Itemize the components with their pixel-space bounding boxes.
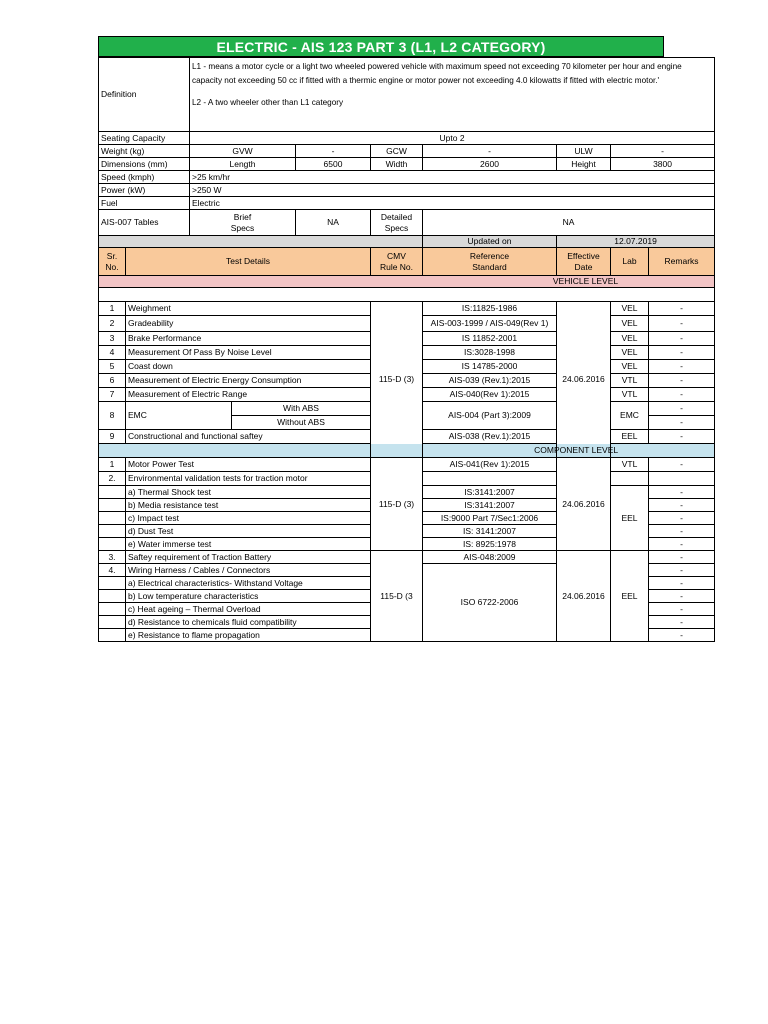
row-remarks: - xyxy=(649,458,715,472)
row-test: Measurement of Electric Range xyxy=(126,388,371,402)
detailed-label-line-1: Detailed xyxy=(380,211,413,222)
row-lab: VEL xyxy=(611,316,649,332)
row-sr xyxy=(99,577,126,590)
row-test: e) Water immerse test xyxy=(126,538,371,551)
gvw-value: - xyxy=(296,145,371,158)
row-lab: VEL xyxy=(611,346,649,360)
row-ref: IS 11852-2001 xyxy=(423,332,557,346)
definition-text xyxy=(190,58,715,132)
row-sr xyxy=(99,629,126,642)
row-remarks: - xyxy=(649,499,715,512)
row-test: Environmental validation tests for traction motor xyxy=(126,472,371,486)
row-remarks: - xyxy=(649,430,715,444)
header-test-details: Test Details xyxy=(126,248,371,276)
updated-value: 12.07.2019 xyxy=(557,236,715,248)
row-sr xyxy=(99,603,126,616)
height-value: 3800 xyxy=(611,158,715,171)
row-sr xyxy=(99,538,126,551)
updated-label: Updated on xyxy=(423,236,557,248)
row-sr xyxy=(99,499,126,512)
component-effective-date-b: 24.06.2016 xyxy=(557,551,611,642)
row-sr: 6 xyxy=(99,374,126,388)
row-test: Saftey requirement of Traction Battery xyxy=(126,551,371,564)
row-ref: IS: 8925:1978 xyxy=(423,538,557,551)
row-sr: 4. xyxy=(99,564,126,577)
row-lab: VTL xyxy=(611,388,649,402)
row-ref: AIS-039 (Rev.1):2015 xyxy=(423,374,557,388)
row-remarks: - xyxy=(649,629,715,642)
header-effective xyxy=(557,248,611,276)
row-ref: AIS-048:2009 xyxy=(423,551,557,564)
ulw-label: ULW xyxy=(557,145,611,158)
definition-l2: L2 - A two wheeler other than L1 category xyxy=(192,98,344,107)
header-lab: Lab xyxy=(611,248,649,276)
detailed-label-line-2: Specs xyxy=(384,222,409,233)
wiring-lab: EEL xyxy=(611,551,649,642)
vehicle-effective-date: 24.06.2016 xyxy=(557,302,611,458)
ulw-value: - xyxy=(611,145,715,158)
row-ref: IS:11825-1986 xyxy=(423,302,557,316)
row-remarks: - xyxy=(649,416,715,430)
row-test: d) Resistance to chemicals fluid compatibility xyxy=(126,616,371,629)
row-sr xyxy=(99,486,126,499)
row-lab: EEL xyxy=(611,430,649,444)
header-sr-line-1: Sr. xyxy=(106,250,118,261)
row-remarks: - xyxy=(649,402,715,416)
row-test: a) Electrical characteristics- Withstand Voltage xyxy=(126,577,371,590)
row-remarks: - xyxy=(649,332,715,346)
fuel-value: Electric xyxy=(190,197,715,210)
header-reference xyxy=(423,248,557,276)
ais007-label: AIS-007 Tables xyxy=(99,210,190,236)
row-sr xyxy=(99,590,126,603)
row-lab: VEL xyxy=(611,332,649,346)
row-remarks: - xyxy=(649,590,715,603)
width-value: 2600 xyxy=(423,158,557,171)
header-cmv-line-2: Rule No. xyxy=(379,261,414,272)
row-sr: 5 xyxy=(99,360,126,374)
row-test: Wiring Harness / Cables / Connectors xyxy=(126,564,371,577)
row-sr xyxy=(99,512,126,525)
brief-label-line-2: Specs xyxy=(230,222,255,233)
wiring-ref: ISO 6722-2006 xyxy=(423,564,557,642)
row-ref: IS:3141:2007 xyxy=(423,486,557,499)
row-test: Coast down xyxy=(126,360,371,374)
row-test: Motor Power Test xyxy=(126,458,371,472)
row-remarks: - xyxy=(649,538,715,551)
gcw-value: - xyxy=(423,145,557,158)
header-ref-line-2: Standard xyxy=(472,261,507,272)
row-lab: VTL xyxy=(611,374,649,388)
detailed-specs-value: NA xyxy=(423,210,715,236)
header-eff-line-1: Effective xyxy=(567,250,600,261)
row-test: Measurement of Electric Energy Consumption xyxy=(126,374,371,388)
seating-label: Seating Capacity xyxy=(99,132,190,145)
table-row xyxy=(99,551,715,564)
speed-label: Speed (kmph) xyxy=(99,171,190,184)
row-remarks: - xyxy=(649,374,715,388)
row-test: a) Thermal Shock test xyxy=(126,486,371,499)
row-ref: AIS-038 (Rev.1):2015 xyxy=(423,430,557,444)
row-test: Gradeability xyxy=(126,316,371,332)
row-sr: 2 xyxy=(99,316,126,332)
emc-with-abs: With ABS xyxy=(232,402,371,416)
speed-value: >25 km/hr xyxy=(190,171,715,184)
row-test: Constructional and functional saftey xyxy=(126,430,371,444)
row-lab: EMC xyxy=(611,402,649,430)
length-value: 6500 xyxy=(296,158,371,171)
row-sr: 3. xyxy=(99,551,126,564)
definition-label: Definition xyxy=(99,58,190,132)
detailed-specs-label xyxy=(371,210,423,236)
row-test: b) Media resistance test xyxy=(126,499,371,512)
header-ref-line-1: Reference xyxy=(469,250,510,261)
brief-specs-value: NA xyxy=(296,210,371,236)
row-remarks: - xyxy=(649,551,715,564)
component-level-heading: COMPONENT LEVEL xyxy=(99,444,715,458)
row-test: d) Dust Test xyxy=(126,525,371,538)
row-test: b) Low temperature characteristics xyxy=(126,590,371,603)
header-cmv-line-1: CMV xyxy=(387,250,406,261)
row-test: Brake Performance xyxy=(126,332,371,346)
row-ref: AIS-041(Rev 1):2015 xyxy=(423,458,557,472)
row-sr: 7 xyxy=(99,388,126,402)
row-sr: 4 xyxy=(99,346,126,360)
row-ref xyxy=(423,472,557,486)
row-test: Weighment xyxy=(126,302,371,316)
spec-table xyxy=(98,57,715,642)
row-remarks: - xyxy=(649,525,715,538)
weight-label: Weight (kg) xyxy=(99,145,190,158)
sheet-title: ELECTRIC - AIS 123 PART 3 (L1, L2 CATEGORY) xyxy=(98,36,664,57)
row-remarks: - xyxy=(649,577,715,590)
row-sr xyxy=(99,525,126,538)
row-sr: 1 xyxy=(99,458,126,472)
row-sr: 3 xyxy=(99,332,126,346)
env-lab: EEL xyxy=(611,486,649,551)
gcw-label: GCW xyxy=(371,145,423,158)
spec-sheet xyxy=(98,36,699,642)
table-row xyxy=(99,302,715,316)
row-test: c) Heat ageing – Thermal Overload xyxy=(126,603,371,616)
row-remarks: - xyxy=(649,616,715,629)
seating-value: Upto 2 xyxy=(190,132,715,145)
component-cmv-rule-b: 115-D (3 xyxy=(371,551,423,642)
width-label: Width xyxy=(371,158,423,171)
row-remarks: - xyxy=(649,346,715,360)
row-lab: VEL xyxy=(611,302,649,316)
row-remarks: - xyxy=(649,302,715,316)
row-remarks: - xyxy=(649,316,715,332)
header-sr-line-2: No. xyxy=(105,261,119,272)
row-remarks: - xyxy=(649,360,715,374)
gvw-label: GVW xyxy=(190,145,296,158)
header-eff-line-2: Date xyxy=(574,261,593,272)
row-ref: IS: 3141:2007 xyxy=(423,525,557,538)
emc-without-abs: Without ABS xyxy=(232,416,371,430)
row-sr: 1 xyxy=(99,302,126,316)
row-remarks xyxy=(649,472,715,486)
row-sr: 2. xyxy=(99,472,126,486)
row-ref: AIS-003-1999 / AIS-049(Rev 1) xyxy=(423,316,557,332)
header-remarks: Remarks xyxy=(649,248,715,276)
row-test: EMC xyxy=(126,402,232,430)
row-sr: 8 xyxy=(99,402,126,430)
row-ref: IS 14785-2000 xyxy=(423,360,557,374)
row-remarks: - xyxy=(649,564,715,577)
row-remarks: - xyxy=(649,486,715,499)
brief-specs-label xyxy=(190,210,296,236)
header-cmv xyxy=(371,248,423,276)
vehicle-level-heading: VEHICLE LEVEL xyxy=(99,276,715,288)
row-ref: IS:3028-1998 xyxy=(423,346,557,360)
row-ref: AIS-040(Rev 1):2015 xyxy=(423,388,557,402)
component-cmv-rule-a: 115-D (3) xyxy=(371,458,423,551)
dimensions-label: Dimensions (mm) xyxy=(99,158,190,171)
fuel-label: Fuel xyxy=(99,197,190,210)
header-sr xyxy=(99,248,126,276)
row-lab xyxy=(611,472,649,486)
row-remarks: - xyxy=(649,388,715,402)
row-test: c) Impact test xyxy=(126,512,371,525)
height-label: Height xyxy=(557,158,611,171)
length-label: Length xyxy=(190,158,296,171)
row-ref: IS:3141:2007 xyxy=(423,499,557,512)
row-ref: IS:9000 Part 7/Sec1:2006 xyxy=(423,512,557,525)
table-row xyxy=(99,458,715,472)
component-effective-date-a: 24.06.2016 xyxy=(557,458,611,551)
power-value: >250 W xyxy=(190,184,715,197)
row-sr: 9 xyxy=(99,430,126,444)
vehicle-level-spacer xyxy=(99,288,715,302)
row-remarks: - xyxy=(649,512,715,525)
power-label: Power (kW) xyxy=(99,184,190,197)
row-test: Measurement Of Pass By Noise Level xyxy=(126,346,371,360)
row-lab: VTL xyxy=(611,458,649,472)
row-remarks: - xyxy=(649,603,715,616)
brief-label-line-1: Brief xyxy=(233,211,252,222)
row-lab: VEL xyxy=(611,360,649,374)
updated-spacer xyxy=(99,236,423,248)
row-sr xyxy=(99,616,126,629)
row-test: e) Resistance to flame propagation xyxy=(126,629,371,642)
row-ref: AIS-004 (Part 3):2009 xyxy=(423,402,557,430)
definition-l1: L1 - means a motor cycle or a light two wheeled powered vehicle with maximum speed not exceeding 70 kilometer per hour and engine capacity not exceeding 50 cc if fitted with a thermic engine or motor power not exceeding 4.0 kilowatts if fitted with electric motor.' xyxy=(192,62,682,85)
vehicle-cmv-rule: 115-D (3) xyxy=(371,302,423,458)
